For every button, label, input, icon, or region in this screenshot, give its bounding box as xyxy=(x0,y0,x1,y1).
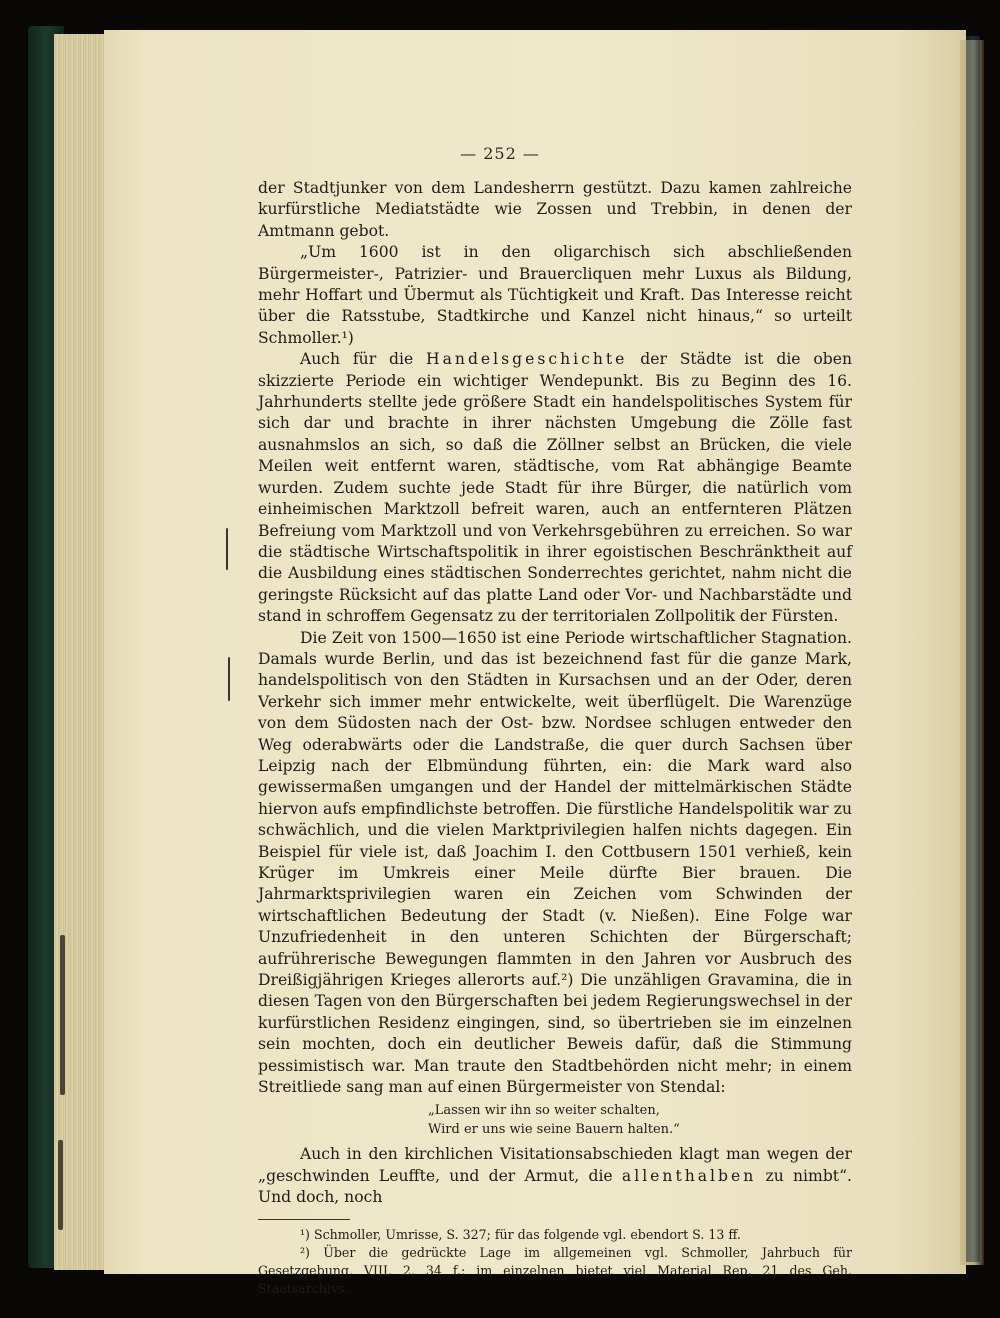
verse-line: Wird er uns wie seine Bauern halten.“ xyxy=(428,1122,680,1138)
paragraph-3-body: der Städte ist die oben skizzierte Periode ein wichtiger Wendepunkt. Bis zu Beginn des 16. Jahrhunderts stellte jede größere Stadt ein handelspolitisches System für sich dar und brachte in ihrer nächsten Umgebung die Zölle fast ausnahmslos an sich, so daß die Zöllner selbst an Brücken, die viele Meilen weit entfernt waren, städtische, vom Rat abhängige Beamte wurden. Zudem suchte jede Stadt für ihre Bürger, die natürlich vom einheimischen Marktzoll befreit waren, auch an entfernteren Plätzen Befreiung vom Marktzoll und von Verkehrsgebühren zu erreichen. So war die städtische Wirtschaftspolitik in ihrer egoistischen Beschränktheit auf die Ausbildung eines städtischen Sonderrechtes gerichtet, nahm nicht die geringste Rücksicht auf das platte Land oder Vor- und Nachbarstädte und stand in schroffem Gegensatz zu der territorialen Zollpolitik der Fürsten. xyxy=(258,350,852,626)
verse-line: „Lassen wir ihn so weiter schalten, xyxy=(428,1103,660,1119)
right-cover-edge xyxy=(966,36,980,1262)
page-number: — 252 — xyxy=(460,144,540,163)
paragraph-3 xyxy=(258,349,852,627)
paragraph-1: der Stadtjunker von dem Landesherrn gestützt. Dazu kamen zahlreiche kurfürstliche Mediatstädte wie Zossen und Trebbin, in denen der Amtmann gebot. xyxy=(258,179,852,240)
verse-quote xyxy=(258,1101,852,1139)
footnote-1: ¹) Schmoller, Umrisse, S. 327; für das folgende vgl. ebendort S. 13 ff. xyxy=(300,1226,741,1242)
paragraph-5 xyxy=(258,1144,852,1208)
main-text xyxy=(258,178,852,1298)
footnote-2: ²) Über die gedrückte Lage im allgemeinen vgl. Schmoller, Jahrbuch für Gesetzgebung, VIII, 2, 34 f.; im einzelnen bietet viel Material Rep. 21 des Geh. Staatsarchivs. xyxy=(258,1244,852,1296)
binding-mark xyxy=(60,935,65,1095)
emphasis-handelsgeschichte: Handelsgeschichte xyxy=(426,350,628,369)
margin-pencil-mark xyxy=(226,528,228,570)
paragraph-3-lead: Auch für die xyxy=(300,350,414,369)
margin-pencil-mark xyxy=(228,657,230,701)
paragraph-5-tail: zu nimbt“. Und doch, noch xyxy=(258,1166,853,1207)
footnote-rule xyxy=(258,1219,350,1220)
paragraph-5-lead: Auch in den kirchlichen Visitationsabschieden klagt man wegen der „geschwinden Leuffte, und der Armut, die xyxy=(258,1145,852,1185)
paragraph-2: „Um 1600 ist in den oligarchisch sich abschließenden Bürgermeister-, Patrizier- und Brauercliquen mehr Luxus als Bildung, mehr Hoffart und Übermut als Tüchtigkeit und Kraft. Das Interesse reicht über die Ratsstube, Stadtkirche und Kanzel nicht hinaus,“ so urteilt Schmoller.¹) xyxy=(258,243,852,347)
binding-mark xyxy=(58,1140,63,1230)
paragraph-4: Die Zeit von 1500—1650 ist eine Periode wirtschaftlicher Stagnation. Damals wurde Berlin, und das ist bezeichnend fast für die ganze Mark, handelspolitisch von den Städten in Kursachsen und an der Oder, deren Verkehr sich immer mehr entwickelte, weit überflügelt. Die Warenzüge von dem Südosten nach der Ost- bzw. Nordsee schlugen entweder den Weg oderabwärts oder die Landstraße, die quer durch Sachsen über Leipzig nach der Elbmündung führten, ein: die Mark ward also gewissermaßen umgangen und der Handel der mittelmärkischen Städte hiervon aufs empfindlichste betroffen. Die fürstliche Handelspolitik war zu schwächlich, und die vielen Marktprivilegien halfen nichts dagegen. Ein Beispiel für viele ist, daß Joachim I. den Cottbusern 1501 verhieß, kein Krüger im Umkreis einer Meile dürfte Bier brauen. Die Jahrmarktsprivilegien waren ein Zeichen vom Schwinden der wirtschaftlichen Bedeutung der Stadt (v. Nießen). Eine Folge war Unzufriedenheit in den unteren Schichten der Bürgerschaft; aufrührerische Bewegungen flammten in den Jahren vor Ausbruch des Dreißigjährigen Krieges allerorts auf.²) Die unzähligen Gravamina, die in diesen Tagen von den Bürgerschaften bei jedem Regierungswechsel in der kurfürstlichen Residenz eingingen, sind, so übertrieben sie im einzelnen sein mochten, doch ein deutlicher Beweis dafür, daß die Stimmung pessimistisch war. Man traute den Stadtbehörden nicht mehr; in einem Streitliede sang man auf einen Bürgermeister von Stendal: xyxy=(258,628,852,1097)
emphasis-allenthalben: allenthalben xyxy=(621,1166,757,1185)
